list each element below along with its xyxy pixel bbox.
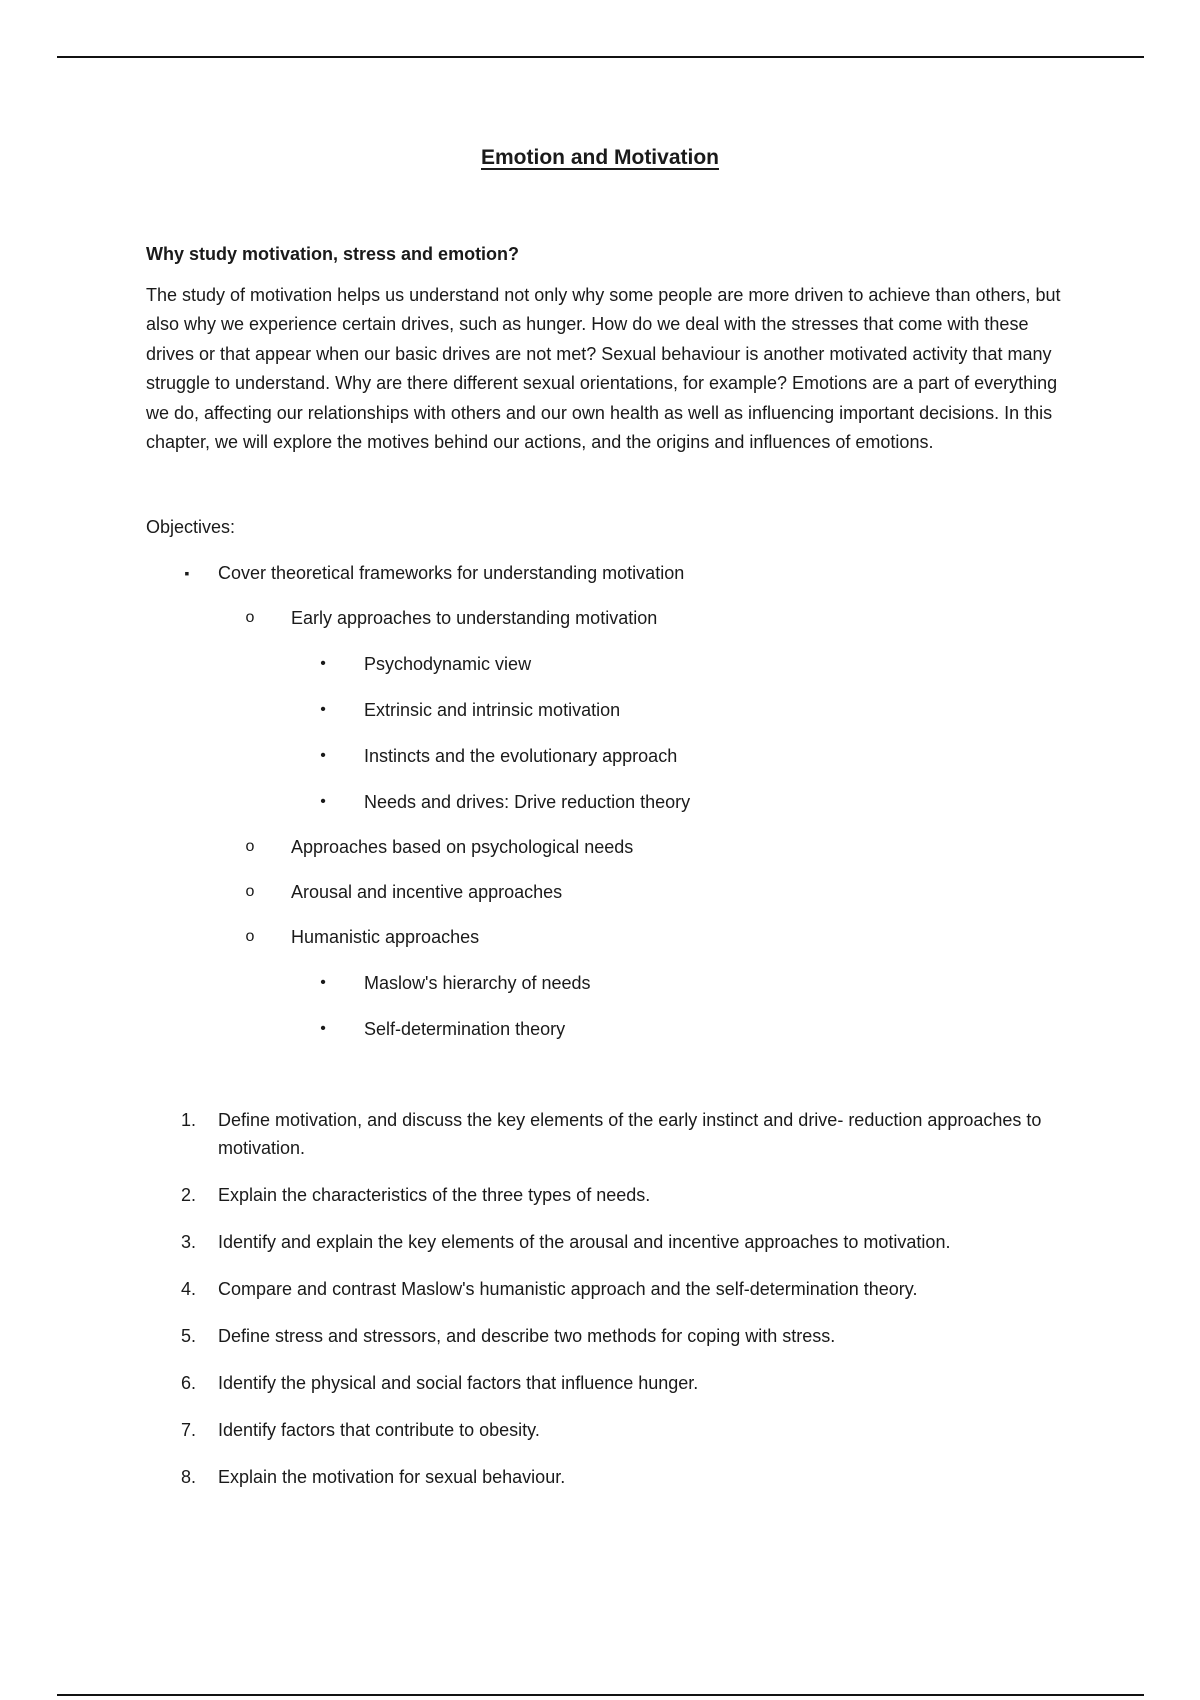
list-item-text: Extrinsic and intrinsic motivation [364, 700, 621, 721]
footer-rule [57, 1694, 1144, 1696]
sub-list [218, 605, 1066, 1042]
item-text: Compare and contrast Maslow's humanistic approach and the self-determination theory. [218, 1279, 918, 1300]
document-body [146, 241, 1066, 1491]
objectives-outline [146, 560, 1066, 1042]
circle-bullet-icon: o [245, 838, 255, 856]
square-bullet-icon: ▪ [184, 565, 190, 582]
list-item [291, 743, 1066, 769]
objectives-label: Objectives: [146, 517, 236, 538]
list-item-text: Needs and drives: Drive reduction theory [364, 792, 691, 813]
item-text: Define stress and stressors, and describe two methods for coping with stress. [218, 1326, 836, 1347]
item-text: Explain the motivation for sexual behaviour. [218, 1467, 566, 1488]
list-item [291, 789, 1066, 815]
item-number: 2. [181, 1185, 197, 1206]
item-number: 5. [181, 1326, 197, 1347]
numbered-item [146, 1369, 1066, 1397]
item-number: 6. [181, 1373, 197, 1394]
list-item [291, 1016, 1066, 1042]
item-number: 1. [181, 1110, 197, 1131]
numbered-item [146, 1416, 1066, 1444]
dot-bullet-icon: • [320, 793, 326, 811]
item-number: 4. [181, 1279, 197, 1300]
dot-bullet-icon: • [320, 1020, 326, 1038]
list-item-text: Humanistic approaches [291, 927, 480, 948]
intro-paragraph: The study of motivation helps us understand not only why some people are more driven to achieve than others, but also why we experience certain drives, such as hunger. How do we deal with the stresses that come with these drives or that appear when our basic drives are not met? Sexual behaviour is another motivated activity that many struggle to understand. Why are there different sexual orientations, for example? Emotions are a part of everything we do, affecting our relationships with others and our own health as well as influencing important decisions. In this chapter, we will explore the motives behind our actions, and the origins and influences of emotions. [146, 285, 1061, 453]
circle-bullet-icon: o [245, 609, 255, 627]
list-item [218, 924, 1066, 1042]
sub-sub-list [291, 970, 1066, 1042]
list-item [218, 605, 1066, 815]
item-number: 8. [181, 1467, 197, 1488]
list-item-text: Cover theoretical frameworks for understanding motivation [218, 563, 685, 584]
item-text: Define motivation, and discuss the key elements of the early instinct and drive- reduction approaches to motivation. [218, 1110, 1042, 1159]
list-item [218, 879, 1066, 905]
list-item-text: Self-determination theory [364, 1019, 566, 1040]
sub-sub-list [291, 651, 1066, 815]
numbered-item [146, 1106, 1066, 1162]
numbered-item [146, 1322, 1066, 1350]
circle-bullet-icon: o [245, 883, 255, 901]
section-heading: Why study motivation, stress and emotion? [146, 244, 520, 264]
numbered-objectives [146, 1106, 1066, 1491]
dot-bullet-icon: • [320, 974, 326, 992]
list-item-text: Maslow's hierarchy of needs [364, 973, 591, 994]
list-item [146, 560, 1066, 1042]
item-number: 7. [181, 1420, 197, 1441]
list-item [218, 834, 1066, 860]
list-item [291, 970, 1066, 996]
dot-bullet-icon: • [320, 655, 326, 673]
list-item-text: Arousal and incentive approaches [291, 882, 563, 903]
numbered-item [146, 1181, 1066, 1209]
dot-bullet-icon: • [320, 701, 326, 719]
header-rule [57, 56, 1144, 58]
list-item-text: Psychodynamic view [364, 654, 532, 675]
item-text: Identify and explain the key elements of the arousal and incentive approaches to motivation. [218, 1232, 951, 1253]
item-text: Explain the characteristics of the three types of needs. [218, 1185, 651, 1206]
page-title: Emotion and Motivation [481, 146, 719, 169]
numbered-item [146, 1275, 1066, 1303]
list-item [291, 697, 1066, 723]
item-number: 3. [181, 1232, 197, 1253]
list-item-text: Early approaches to understanding motivation [291, 608, 658, 629]
numbered-item [146, 1463, 1066, 1491]
list-item-text: Instincts and the evolutionary approach [364, 746, 678, 767]
numbered-item [146, 1228, 1066, 1256]
dot-bullet-icon: • [320, 747, 326, 765]
list-item [291, 651, 1066, 677]
item-text: Identify factors that contribute to obesity. [218, 1420, 540, 1441]
item-text: Identify the physical and social factors that influence hunger. [218, 1373, 699, 1394]
list-item-text: Approaches based on psychological needs [291, 837, 634, 858]
circle-bullet-icon: o [245, 928, 255, 946]
